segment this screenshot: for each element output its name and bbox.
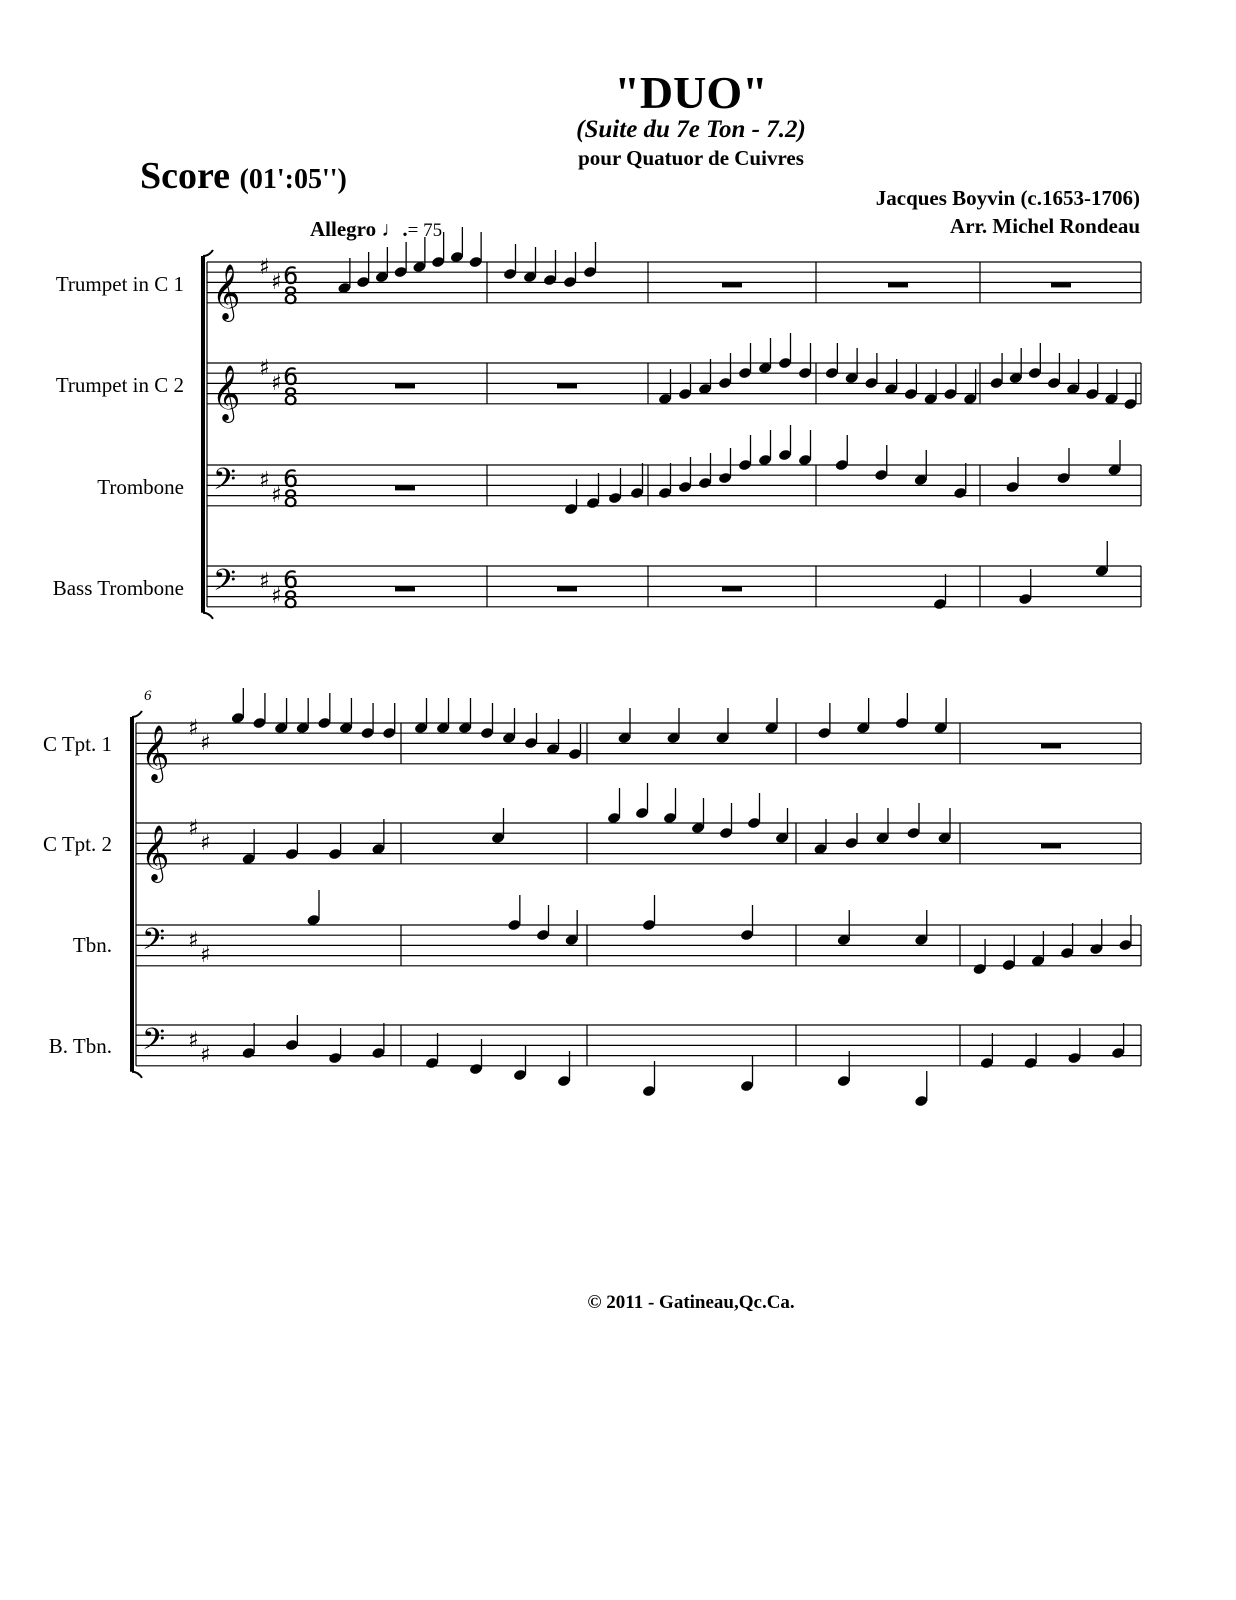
instrument-name-trombone: Trombone: [97, 475, 184, 499]
sharp-icon: ♯: [259, 255, 270, 280]
treble-clef-icon: 𝄞: [141, 725, 170, 781]
score-label-text: Score: [140, 155, 231, 197]
treble-clef-icon: 𝄞: [212, 264, 241, 320]
instrument-name-trumpet-1: Trumpet in C 1: [55, 272, 184, 296]
sharp-icon: ♯: [271, 270, 282, 295]
composer: Jacques Boyvin (c.1653-1706): [875, 186, 1140, 210]
whole-rest-icon: [1051, 282, 1071, 287]
instrument-name-trumpet-2: Trumpet in C 2: [55, 373, 184, 397]
sharp-icon: ♯: [188, 928, 199, 953]
bass-clef-icon: 𝄢: [142, 923, 166, 964]
whole-rest-icon: [395, 383, 415, 388]
time-signature-denominator: 8: [283, 586, 299, 614]
time-signature-numerator: 6: [283, 465, 299, 493]
whole-rest-icon: [395, 586, 415, 591]
instrument-short-trombone: Tbn.: [72, 933, 112, 957]
whole-rest-icon: [1041, 743, 1061, 748]
bass-clef-icon: 𝄢: [142, 1023, 166, 1064]
tempo-text: Allegro: [310, 217, 377, 241]
score-title: "DUO": [614, 67, 768, 118]
whole-rest-icon: [722, 282, 742, 287]
whole-rest-icon: [557, 586, 577, 591]
instrument-short-trumpet-1: C Tpt. 1: [42, 732, 112, 756]
score-subtitle: (Suite du 7e Ton - 7.2): [576, 116, 806, 143]
sharp-icon: ♯: [188, 716, 199, 741]
treble-clef-icon: 𝄞: [141, 825, 170, 881]
sharp-icon: ♯: [259, 569, 270, 594]
time-signature-numerator: 6: [283, 363, 299, 391]
sharp-icon: ♯: [200, 731, 211, 756]
sharp-icon: ♯: [271, 371, 282, 396]
sharp-icon: ♯: [259, 468, 270, 493]
tempo-value: = 75: [407, 220, 443, 241]
copyright-footer: © 2011 - Gatineau,Qc.Ca.: [587, 1292, 795, 1313]
sharp-icon: ♯: [200, 831, 211, 856]
time-signature-denominator: 8: [283, 485, 299, 513]
sharp-icon: ♯: [271, 584, 282, 609]
sharp-icon: ♯: [259, 356, 270, 381]
instrument-name-bass-trombone: Bass Trombone: [52, 576, 184, 600]
bass-clef-icon: 𝄢: [213, 463, 237, 504]
whole-rest-icon: [395, 485, 415, 490]
sharp-icon: ♯: [188, 816, 199, 841]
measure-number: 6: [144, 688, 152, 704]
sharp-icon: ♯: [271, 483, 282, 508]
time-signature-denominator: 8: [283, 282, 299, 310]
score-instrumentation: pour Quatuor de Cuivres: [578, 146, 804, 170]
whole-rest-icon: [722, 586, 742, 591]
dotted-quarter-note-icon: ♩.: [381, 217, 408, 241]
arranger: Arr. Michel Rondeau: [950, 214, 1140, 238]
instrument-short-bass-trombone: B. Tbn.: [48, 1034, 112, 1058]
whole-rest-icon: [557, 383, 577, 388]
time-signature-numerator: 6: [283, 566, 299, 594]
sharp-icon: ♯: [200, 943, 211, 968]
bass-clef-icon: 𝄢: [213, 564, 237, 605]
score-duration: (01':05''): [239, 164, 347, 195]
whole-rest-icon: [888, 282, 908, 287]
time-signature-denominator: 8: [283, 383, 299, 411]
time-signature-numerator: 6: [283, 262, 299, 290]
sharp-icon: ♯: [200, 1043, 211, 1068]
sharp-icon: ♯: [188, 1028, 199, 1053]
instrument-short-trumpet-2: C Tpt. 2: [42, 832, 112, 856]
treble-clef-icon: 𝄞: [212, 365, 241, 421]
whole-rest-icon: [1041, 843, 1061, 848]
